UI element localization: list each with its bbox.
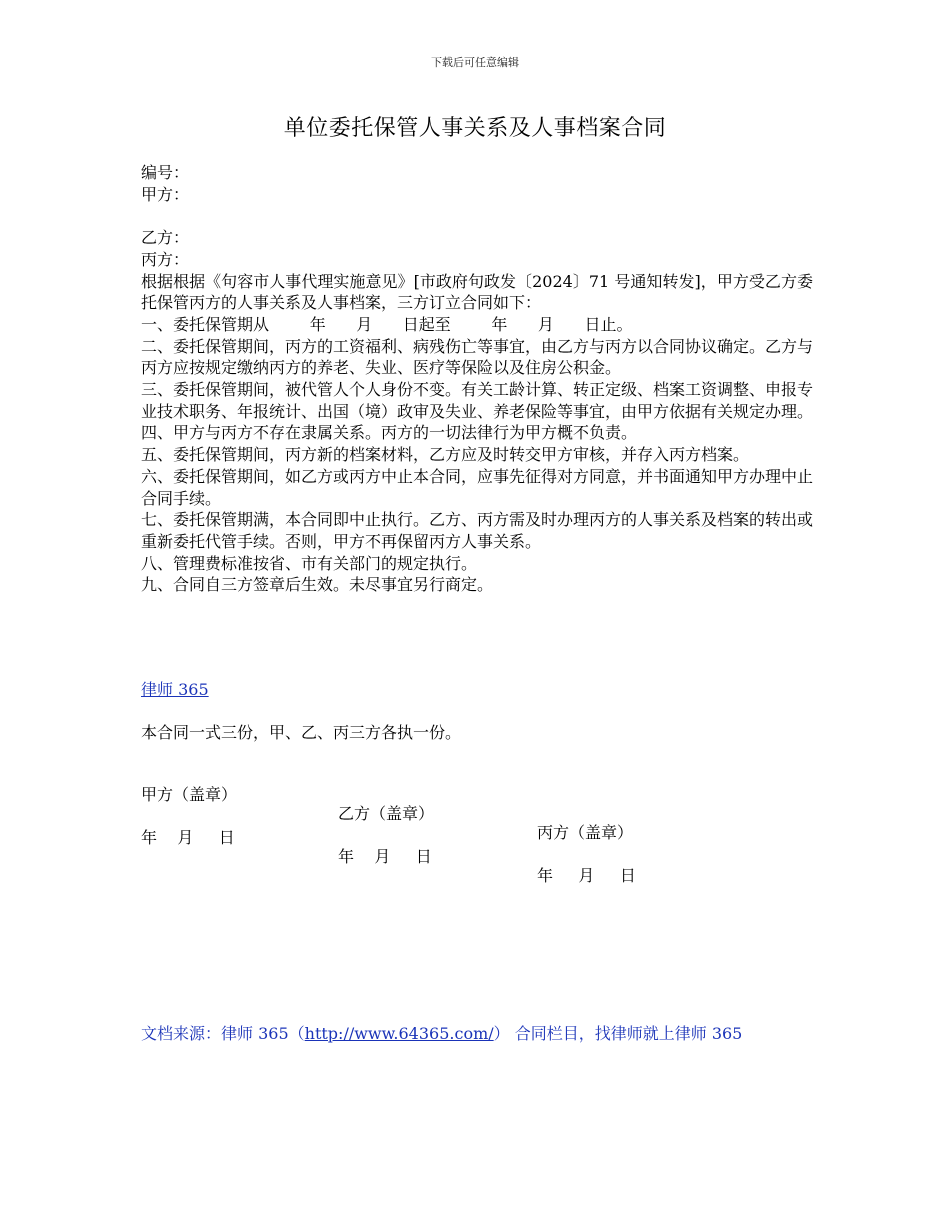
clause-8: 八、管理费标准按省、市有关部门的规定执行。 bbox=[141, 553, 478, 573]
header-note: 下载后可任意编辑 bbox=[431, 56, 519, 69]
party-b-seal: 乙方（盖章） bbox=[338, 804, 435, 823]
party-b-date: 年 月 日 bbox=[338, 847, 432, 866]
party-a-seal: 甲方（盖章） bbox=[141, 785, 238, 804]
lawyer-365-link[interactable]: 律师 365 bbox=[141, 680, 209, 699]
footer-suffix: ） 合同栏目，找律师就上律师 365 bbox=[493, 1024, 743, 1043]
clause-4: 四、甲方与丙方不存在隶属关系。丙方的一切法律行为甲方概不负责。 bbox=[141, 423, 638, 443]
clause-2: 二、委托保管期间，丙方的工资福利、病残伤亡等事宜，由乙方与丙方以合同协议确定。乙方与丙方应按规定缴纳丙方的养老、失业、医疗等保险以及住房公积金。 bbox=[141, 336, 814, 378]
contract-body bbox=[141, 162, 813, 596]
clause-6: 六、委托保管期间，如乙方或丙方中止本合同，应事先征得对方同意，并书面通知甲方办理中止合同手续。 bbox=[141, 466, 814, 508]
document-source-footer bbox=[141, 1021, 742, 1044]
number-field: 编号： bbox=[141, 163, 190, 182]
clause-3: 三、委托保管期间，被代管人个人身份不变。有关工龄计算、转正定级、档案工资调整、申报专业技术职务、年报统计、出国（境）政审及失业、养老保险等事宜，由甲方依据有关规定办理。 bbox=[141, 380, 814, 421]
party-a-field: 甲方： bbox=[141, 184, 190, 204]
intro-paragraph: 根据根据《句容市人事代理实施意见》[市政府句政发〔2024〕71 号通知转发]，甲方受乙方委托保管丙方的人事关系及人事档案，三方订立合同如下： bbox=[141, 271, 813, 313]
source-url-link[interactable]: http://www.64365.com/ bbox=[304, 1024, 494, 1043]
party-b-field: 乙方： bbox=[141, 228, 190, 248]
clause-7: 七、委托保管期满，本合同即中止执行。乙方、丙方需及时办理丙方的人事关系及档案的转出或重新委托代管手续。否则，甲方不再保留丙方人事关系。 bbox=[141, 510, 814, 551]
clause-5: 五、委托保管期间，丙方新的档案材料，乙方应及时转交甲方审核，并存入丙方档案。 bbox=[141, 445, 750, 465]
copies-note: 本合同一式三份，甲、乙、丙三方各执一份。 bbox=[141, 723, 462, 742]
party-c-field: 丙方： bbox=[141, 249, 190, 269]
party-c-seal: 丙方（盖章） bbox=[537, 823, 634, 842]
clause-9: 九、合同自三方签章后生效。未尽事宜另行商定。 bbox=[141, 575, 494, 595]
document-title: 单位委托保管人事关系及人事档案合同 bbox=[283, 116, 667, 141]
clause-1: 一、委托保管期从 年 月 日起至 年 月 日止。 bbox=[141, 314, 633, 334]
party-c-date: 年 月 日 bbox=[537, 866, 636, 885]
footer-prefix: 文档来源：律师 365（ bbox=[141, 1024, 305, 1043]
party-a-date: 年 月 日 bbox=[141, 828, 235, 847]
